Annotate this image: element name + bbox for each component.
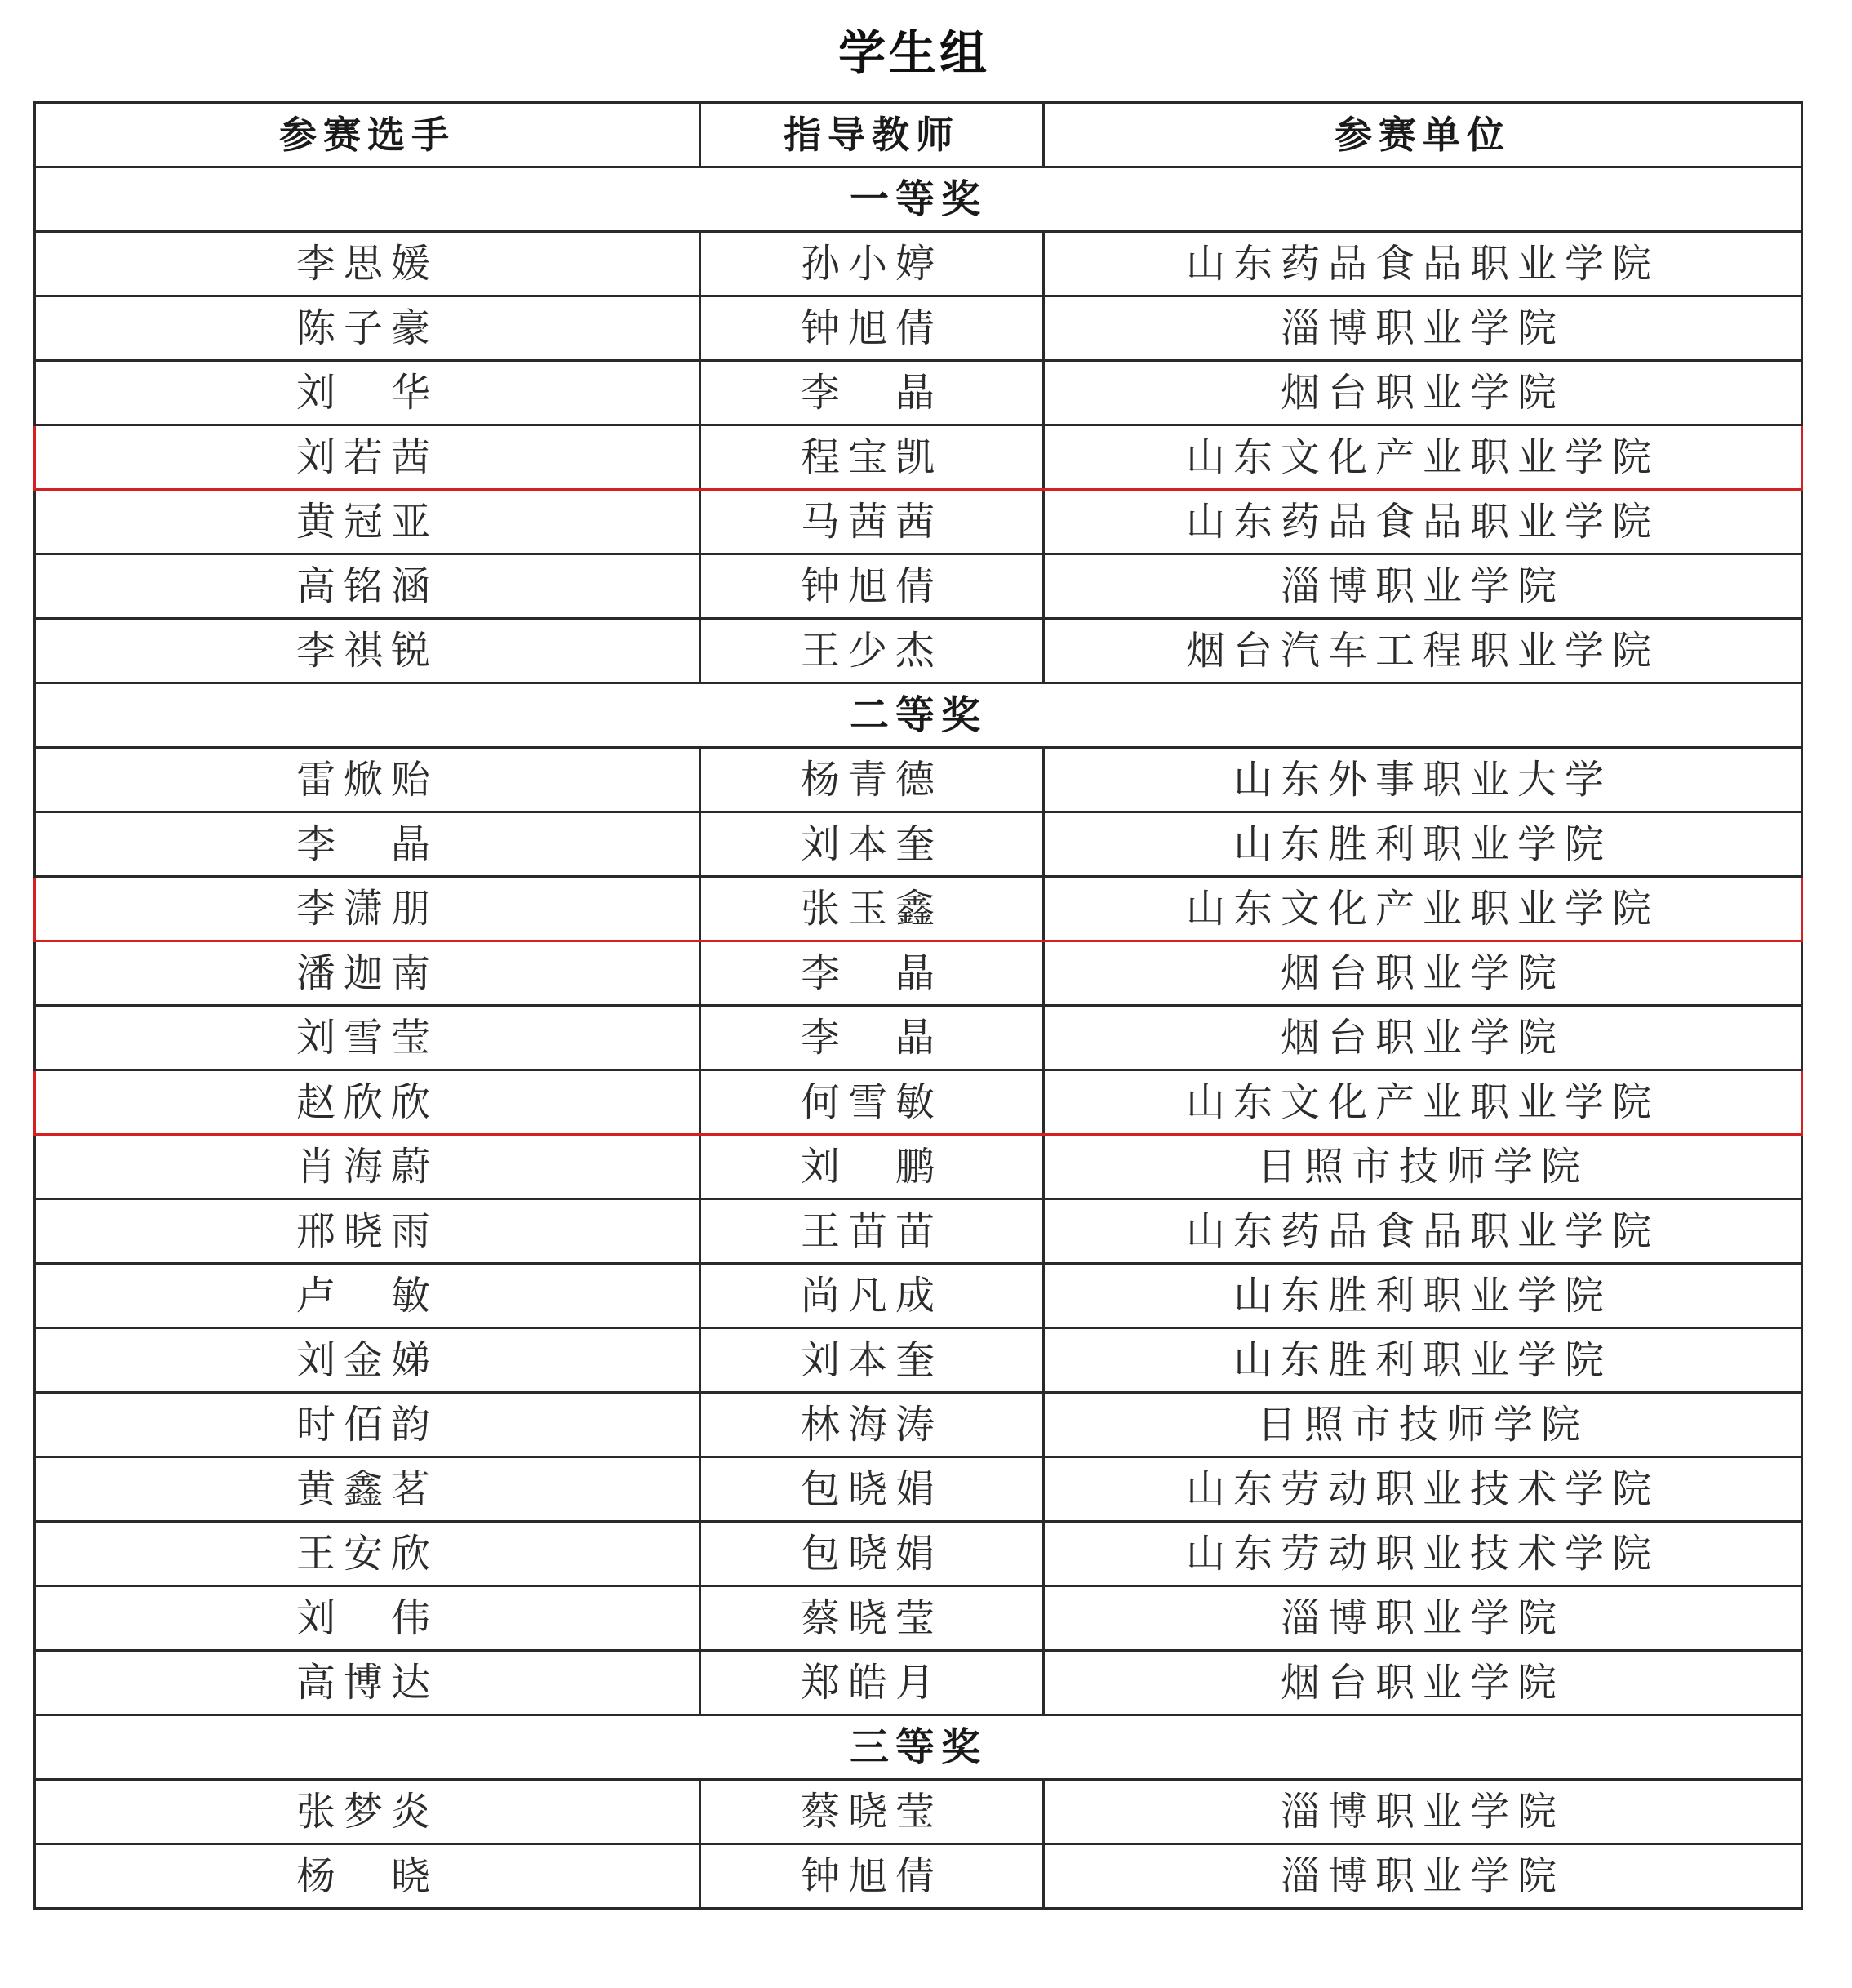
teacher-cell: 蔡晓莹 (700, 1780, 1044, 1844)
student-cell: 黄冠亚 (35, 490, 700, 554)
teacher-cell: 马茜茜 (700, 490, 1044, 554)
teacher-cell: 李 晶 (700, 941, 1044, 1006)
teacher-cell: 李 晶 (700, 1006, 1044, 1070)
unit-cell: 山东药品食品职业学院 (1044, 1199, 1802, 1264)
unit-cell: 山东劳动职业技术学院 (1044, 1522, 1802, 1586)
table-row (35, 812, 1802, 877)
student-cell: 赵欣欣 (35, 1070, 700, 1135)
student-cell: 黄鑫茗 (35, 1457, 700, 1522)
unit-cell: 山东胜利职业学院 (1044, 1264, 1802, 1328)
student-cell: 卢 敏 (35, 1264, 700, 1328)
student-cell: 李思媛 (35, 232, 700, 296)
award-section-row (35, 1715, 1802, 1780)
teacher-cell: 李 晶 (700, 361, 1044, 425)
award-level-label: 二等奖 (35, 683, 1802, 748)
teacher-cell: 林海涛 (700, 1393, 1044, 1457)
table-row (35, 877, 1802, 941)
unit-cell: 山东药品食品职业学院 (1044, 490, 1802, 554)
table-row (35, 1393, 1802, 1457)
unit-cell: 淄博职业学院 (1044, 296, 1802, 361)
unit-cell: 山东外事职业大学 (1044, 748, 1802, 812)
unit-cell: 烟台职业学院 (1044, 1006, 1802, 1070)
unit-cell: 山东文化产业职业学院 (1044, 1070, 1802, 1135)
unit-cell: 山东文化产业职业学院 (1044, 877, 1802, 941)
award-section-row (35, 683, 1802, 748)
student-cell: 肖海蔚 (35, 1135, 700, 1199)
student-cell: 李 晶 (35, 812, 700, 877)
student-cell: 高博达 (35, 1651, 700, 1715)
teacher-cell: 钟旭倩 (700, 296, 1044, 361)
student-cell: 王安欣 (35, 1522, 700, 1586)
table-row (35, 1522, 1802, 1586)
student-cell: 刘若茜 (35, 425, 700, 490)
table-row (35, 1070, 1802, 1135)
teacher-cell: 张玉鑫 (700, 877, 1044, 941)
teacher-cell: 包晓娟 (700, 1522, 1044, 1586)
table-row (35, 554, 1802, 619)
table-row (35, 941, 1802, 1006)
teacher-cell: 王少杰 (700, 619, 1044, 683)
table-row (35, 425, 1802, 490)
student-cell: 刘雪莹 (35, 1006, 700, 1070)
table-row (35, 232, 1802, 296)
unit-cell: 淄博职业学院 (1044, 1844, 1802, 1909)
student-cell: 杨 晓 (35, 1844, 700, 1909)
student-cell: 刘金娣 (35, 1328, 700, 1393)
table-row (35, 1780, 1802, 1844)
unit-cell: 日照市技师学院 (1044, 1393, 1802, 1457)
table-row (35, 361, 1802, 425)
unit-cell: 烟台职业学院 (1044, 361, 1802, 425)
teacher-cell: 刘本奎 (700, 812, 1044, 877)
teacher-cell: 钟旭倩 (700, 554, 1044, 619)
column-header-teacher: 指导教师 (700, 103, 1044, 167)
award-table (33, 101, 1803, 1910)
teacher-cell: 刘 鹏 (700, 1135, 1044, 1199)
table-row (35, 1264, 1802, 1328)
student-cell: 时佰韵 (35, 1393, 700, 1457)
unit-cell: 烟台职业学院 (1044, 1651, 1802, 1715)
unit-cell: 山东文化产业职业学院 (1044, 425, 1802, 490)
unit-cell: 山东胜利职业学院 (1044, 1328, 1802, 1393)
column-header-unit: 参赛单位 (1044, 103, 1802, 167)
unit-cell: 山东胜利职业学院 (1044, 812, 1802, 877)
student-cell: 高铭涵 (35, 554, 700, 619)
student-cell: 潘迦南 (35, 941, 700, 1006)
table-row (35, 748, 1802, 812)
unit-cell: 山东药品食品职业学院 (1044, 232, 1802, 296)
teacher-cell: 刘本奎 (700, 1328, 1044, 1393)
table-row (35, 1006, 1802, 1070)
teacher-cell: 王苗苗 (700, 1199, 1044, 1264)
page-title: 学生组 (837, 25, 990, 81)
student-cell: 张梦炎 (35, 1780, 700, 1844)
student-cell: 邢晓雨 (35, 1199, 700, 1264)
column-header-student: 参赛选手 (35, 103, 700, 167)
table-row (35, 1328, 1802, 1393)
teacher-cell: 孙小婷 (700, 232, 1044, 296)
teacher-cell: 杨青德 (700, 748, 1044, 812)
unit-cell: 淄博职业学院 (1044, 1586, 1802, 1651)
student-cell: 李祺锐 (35, 619, 700, 683)
table-row (35, 1457, 1802, 1522)
table-row (35, 1844, 1802, 1909)
unit-cell: 山东劳动职业技术学院 (1044, 1457, 1802, 1522)
award-section-row (35, 167, 1802, 232)
teacher-cell: 钟旭倩 (700, 1844, 1044, 1909)
student-cell: 陈子豪 (35, 296, 700, 361)
student-cell: 雷焮贻 (35, 748, 700, 812)
student-cell: 李潇朋 (35, 877, 700, 941)
teacher-cell: 尚凡成 (700, 1264, 1044, 1328)
table-row (35, 1586, 1802, 1651)
table-row (35, 1651, 1802, 1715)
table-row (35, 490, 1802, 554)
award-table-body (35, 167, 1802, 1909)
unit-cell: 日照市技师学院 (1044, 1135, 1802, 1199)
award-level-label: 三等奖 (35, 1715, 1802, 1780)
unit-cell: 淄博职业学院 (1044, 554, 1802, 619)
teacher-cell: 蔡晓莹 (700, 1586, 1044, 1651)
table-header-row (35, 103, 1802, 167)
teacher-cell: 何雪敏 (700, 1070, 1044, 1135)
unit-cell: 淄博职业学院 (1044, 1780, 1802, 1844)
student-cell: 刘 华 (35, 361, 700, 425)
unit-cell: 烟台职业学院 (1044, 941, 1802, 1006)
teacher-cell: 郑皓月 (700, 1651, 1044, 1715)
student-cell: 刘 伟 (35, 1586, 700, 1651)
table-row (35, 296, 1802, 361)
award-level-label: 一等奖 (35, 167, 1802, 232)
unit-cell: 烟台汽车工程职业学院 (1044, 619, 1802, 683)
teacher-cell: 程宝凯 (700, 425, 1044, 490)
teacher-cell: 包晓娟 (700, 1457, 1044, 1522)
table-row (35, 1199, 1802, 1264)
table-row (35, 1135, 1802, 1199)
table-row (35, 619, 1802, 683)
